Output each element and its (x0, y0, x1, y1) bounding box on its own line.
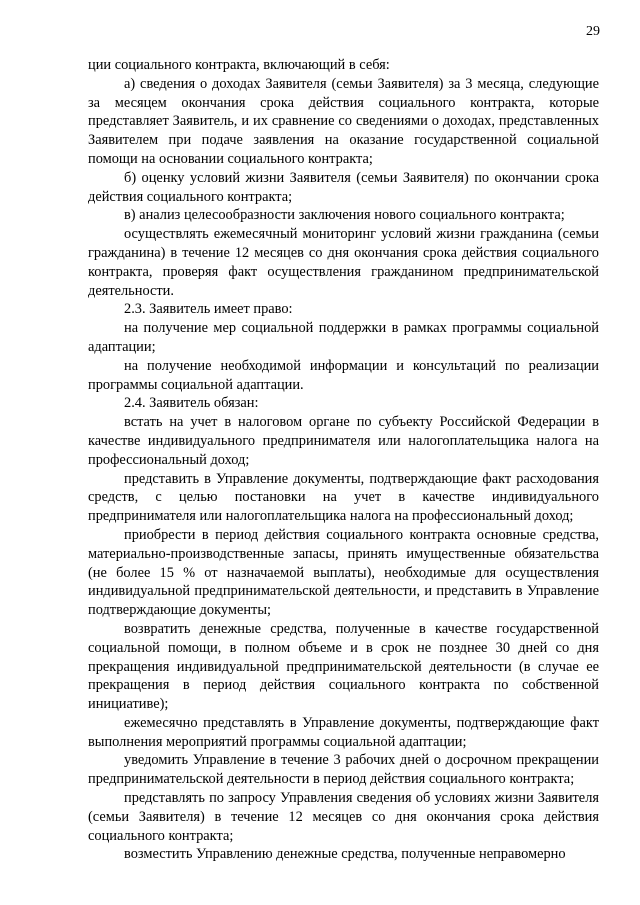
paragraph-item-a: а) сведения о доходах Заявителя (семьи Заявителя) за 3 месяца, следующие за месяцем окончания срока действия социального контракта, которые представляет Заявитель, и их сравнение со сведениями о доходах, представленных Заявителем при подаче заявления на оказание государственной социальной помощи на основании социального контракта; (88, 75, 599, 167)
paragraph-duty-living-conditions: представлять по запросу Управления сведения об условиях жизни Заявителя (семьи Заявителя) в течение 12 месяцев со дня окончания срока действия социального контракта; (88, 790, 599, 844)
paragraph-duty-return-funds: возвратить денежные средства, полученные в качестве государственной социальной помощи, в полном объеме и в срок не позднее 30 дней со дня прекращения индивидуальной предпринимательской деятельности (в случае ее прекращения в период действия социального контракта по собственной инициативе); (88, 620, 599, 713)
paragraph-right-info: на получение необходимой информации и консультаций по реализации программы социальной адаптации. (88, 357, 599, 393)
paragraph-duty-notify-termination: уведомить Управление в течение 3 рабочих дней о досрочном прекращении предпринимательской деятельности в период действия социального контракта; (88, 752, 599, 788)
paragraph-duty-tax-registration: встать на учет в налоговом органе по субъекту Российской Федерации в качестве индивидуального предпринимателя или налогоплательщика налога на профессиональный доход; (88, 414, 599, 468)
section-2-4-heading: 2.4. Заявитель обязан: (124, 395, 259, 412)
paragraph-item-b: б) оценку условий жизни Заявителя (семьи Заявителя) по окончании срока действия социального контракта; (88, 169, 599, 205)
paragraph-duty-reimburse: возместить Управлению денежные средства, полученные неправомерно (124, 846, 566, 863)
paragraph-item-v: в) анализ целесообразности заключения нового социального контракта; (124, 207, 565, 224)
page-number: 29 (586, 24, 600, 39)
paragraph-monitoring: осуществлять ежемесячный мониторинг условий жизни гражданина (семьи гражданина) в течение 12 месяцев со дня окончания срока действия социального контракта, проверяя факт осуществления гражданином предпринимательской деятельности. (88, 226, 599, 299)
section-2-3-heading: 2.3. Заявитель имеет право: (124, 301, 293, 318)
paragraph-right-support: на получение мер социальной поддержки в рамках программы социальной адаптации; (88, 320, 599, 355)
paragraph-duty-acquire-assets: приобрести в период действия социального контракта основные средства, материально-производственные запасы, принять имущественные обязательства (не более 15 % от назначаемой выплаты), необходимые для осуществления индивидуальной предпринимательской деятельности, и представить в Управление подтверждающие документы; (88, 526, 599, 619)
paragraph-intro: ции социального контракта, включающий в себя: (88, 57, 390, 73)
document-body (88, 56, 599, 864)
paragraph-duty-submit-documents: представить в Управление документы, подтверждающие факт расходования средств, с целью постановки на учет в качестве индивидуального предпринимателя или налогоплательщика налога на профессиональный доход; (88, 470, 599, 525)
paragraph-duty-monthly-reports: ежемесячно представлять в Управление документы, подтверждающие факт выполнения мероприятий программы социальной адаптации; (88, 714, 599, 750)
